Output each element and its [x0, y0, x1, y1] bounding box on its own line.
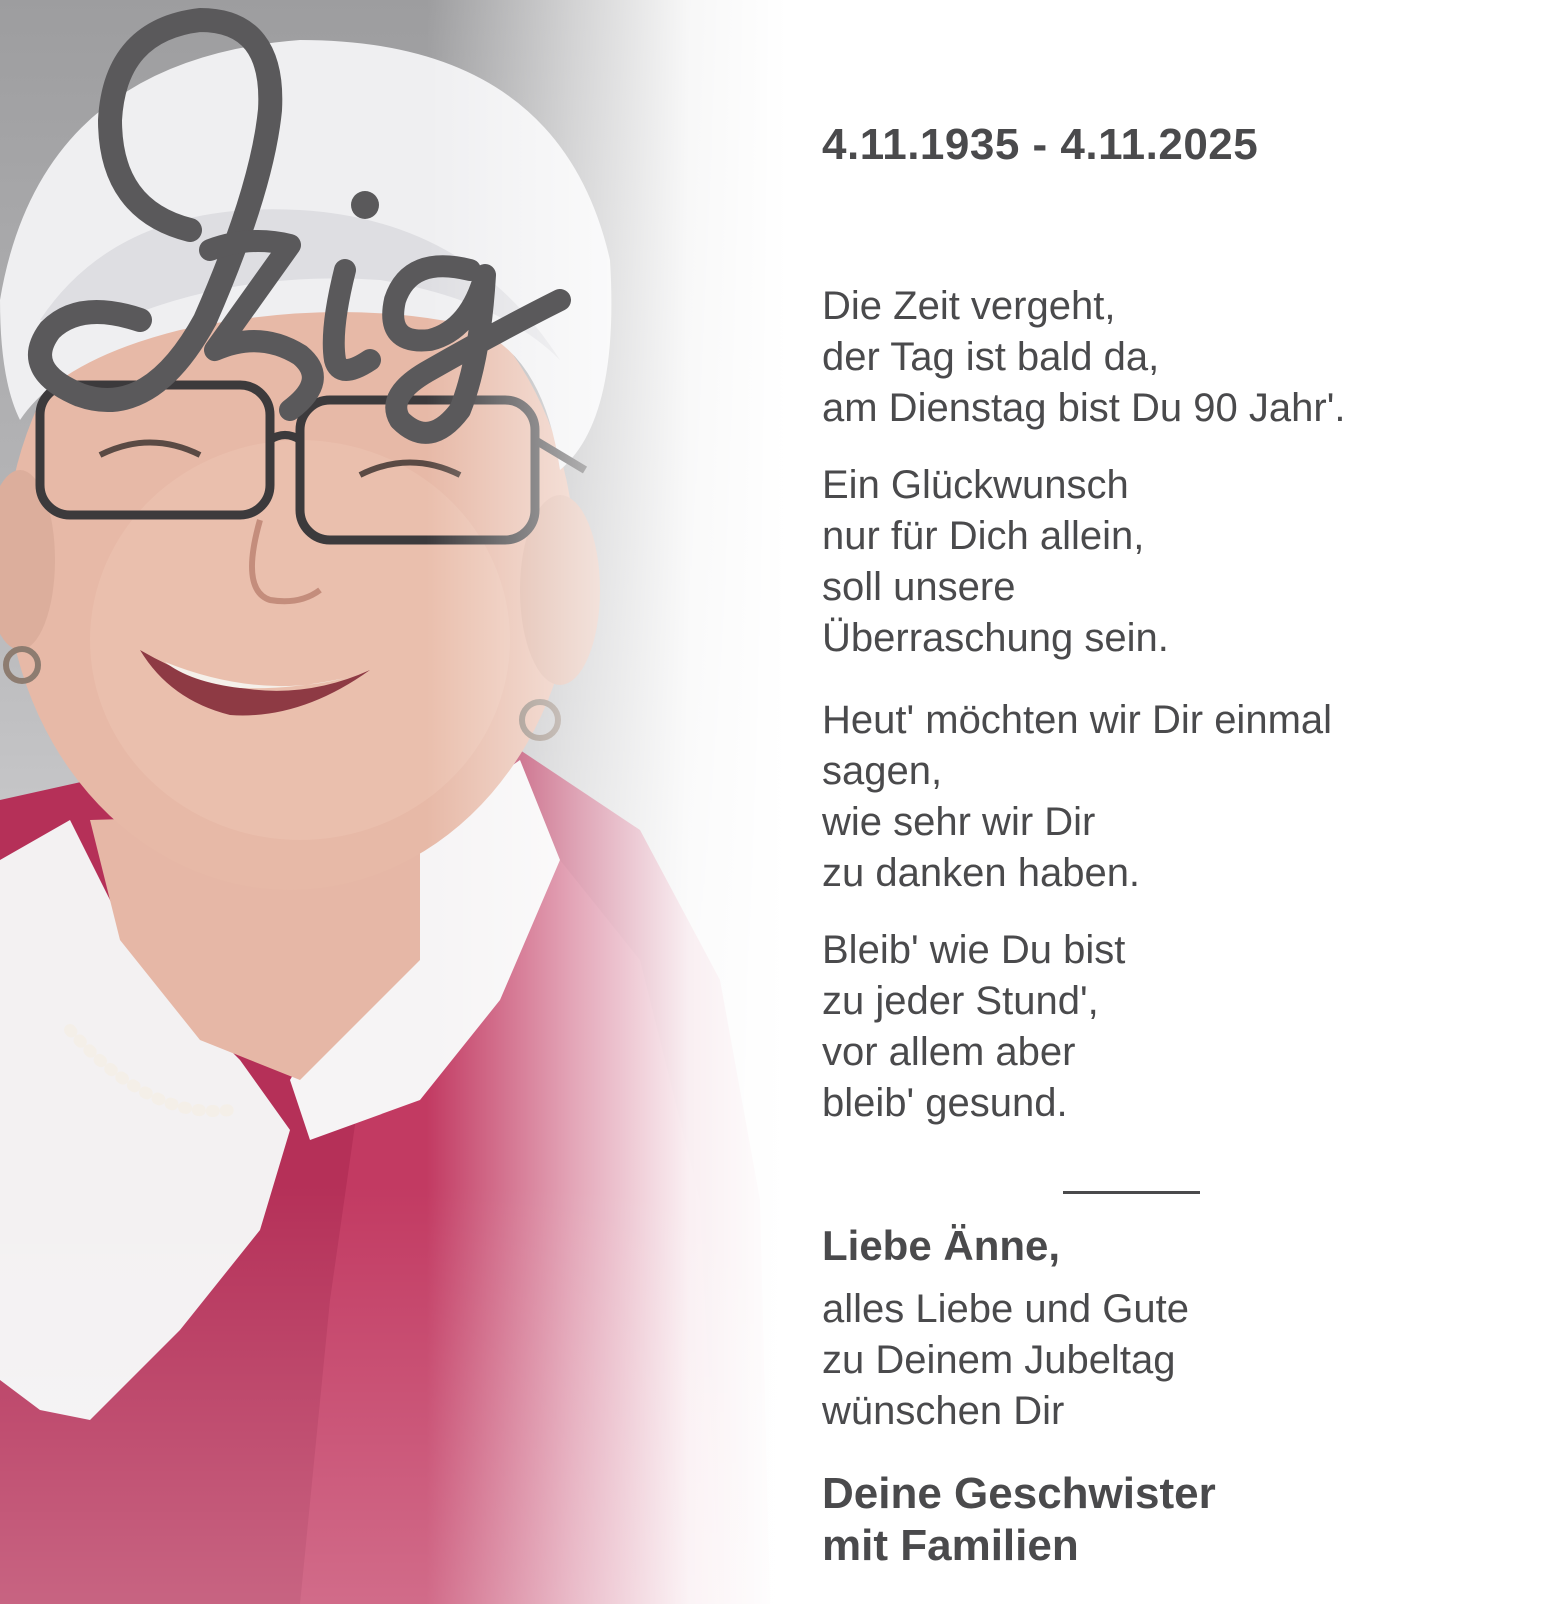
greeting: Liebe Änne, — [822, 1222, 1061, 1269]
poem-line: nur für Dich allein, — [822, 514, 1145, 558]
wishes-line: zu Deinem Jubeltag — [822, 1338, 1176, 1382]
poem-stanza-4 — [822, 925, 1125, 1129]
poem-line: sagen, — [822, 749, 943, 793]
poem-line: vor allem aber — [822, 1030, 1076, 1074]
poem-line: Die Zeit vergeht, — [822, 284, 1116, 328]
poem-line: Bleib' wie Du bist — [822, 928, 1126, 972]
poem-line: zu jeder Stund', — [822, 979, 1099, 1023]
wishes-line: alles Liebe und Gute — [822, 1287, 1189, 1331]
life-dates: 4.11.1935 - 4.11.2025 — [822, 120, 1259, 169]
poem-line: wie sehr wir Dir — [822, 800, 1096, 844]
poem-line: Heut' möchten wir Dir einmal — [822, 698, 1333, 742]
wishes-line: wünschen Dir — [822, 1389, 1065, 1433]
poem-line: zu danken haben. — [822, 851, 1141, 895]
poem-stanza-1 — [822, 281, 1345, 434]
divider-line — [1063, 1191, 1200, 1194]
closing-line: mit Familien — [822, 1521, 1079, 1570]
poem-line: soll unsere — [822, 565, 1016, 609]
poem-stanza-3 — [822, 695, 1332, 899]
poem-line: Überraschung sein. — [822, 616, 1169, 660]
closing-line: Deine Geschwister — [822, 1469, 1216, 1518]
poem-stanza-2 — [822, 460, 1169, 664]
photo-fade-bottom — [0, 1184, 820, 1604]
poem-line: Ein Glückwunsch — [822, 463, 1129, 507]
script-90zig-signature — [0, 0, 600, 450]
poem-line: am Dienstag bist Du 90 Jahr'. — [822, 386, 1346, 430]
poem-line: bleib' gesund. — [822, 1081, 1068, 1125]
poem-line: der Tag ist bald da, — [822, 335, 1160, 379]
signed-by — [822, 1468, 1216, 1572]
wishes-text — [822, 1284, 1189, 1437]
